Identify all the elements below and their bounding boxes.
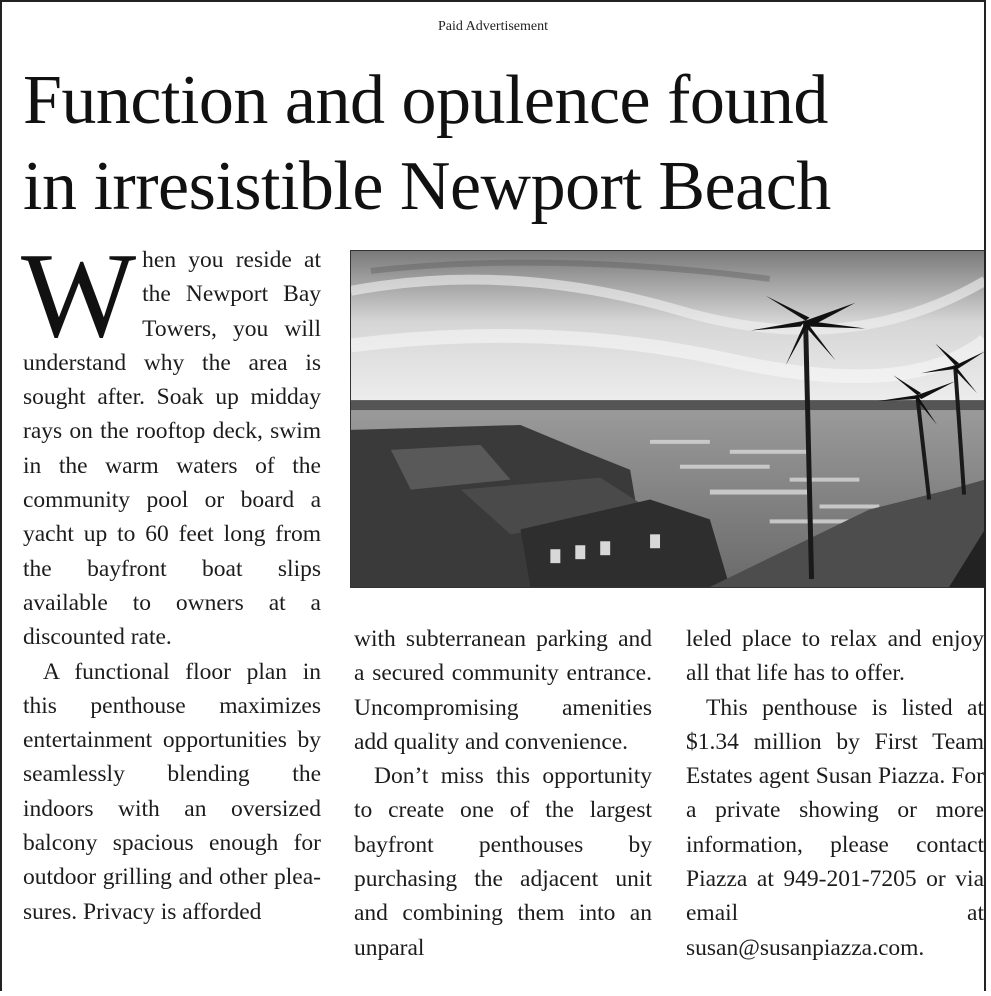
article-column-1 bbox=[21, 228, 321, 929]
paragraph-3-end: leled place to relax and enjoy all that life has to offer. bbox=[686, 626, 984, 687]
paragraph-2-start: A functional floor plan in this penthouse maximizes entertainment opportunities by seamlessly blending the indoors with an oversized balcony spacious enough for outdoor grilling and other pleasures. Privacy is afforded bbox=[23, 658, 321, 925]
headline bbox=[23, 58, 978, 230]
harbor-photo bbox=[350, 250, 986, 588]
paid-advertisement-label: Paid Advertisement bbox=[437, 19, 549, 34]
paragraph-1 bbox=[21, 228, 321, 655]
drop-cap: W bbox=[21, 228, 137, 363]
headline-line-2: in irresistible Newport Beach bbox=[23, 148, 831, 225]
article-column-2 bbox=[354, 622, 652, 965]
headline-line-1: Function and opulence found bbox=[23, 62, 828, 139]
paragraph-2-end: with subterranean parking and a secured community entrance. Uncompromising amenities add quality and convenience. bbox=[354, 626, 652, 755]
article-column-3 bbox=[686, 622, 984, 965]
paragraph-1-text: hen you reside at the Newport Bay Towers, you will understand why the area is sought after. Soak up midday rays on the rooftop deck, swim in the warm waters of the community pool or board a yacht up to 60 feet long from the bayfront boat slips available to owners at a discounted rate. bbox=[23, 247, 321, 651]
paragraph-4: This penthouse is listed at $1.34 million by First Team Estates agent Susan Piazza. For a private showing or more information, please contact Piazza at 949-201-7205 or via email at susan@susanpiazza.com. bbox=[686, 694, 984, 961]
harbor-photo-illustration bbox=[351, 251, 985, 587]
paragraph-3-start: Don’t miss this opportunity to create one of the largest bayfront penthouses by purchasing the adjacent unit and combining them into an unparal bbox=[354, 763, 652, 961]
